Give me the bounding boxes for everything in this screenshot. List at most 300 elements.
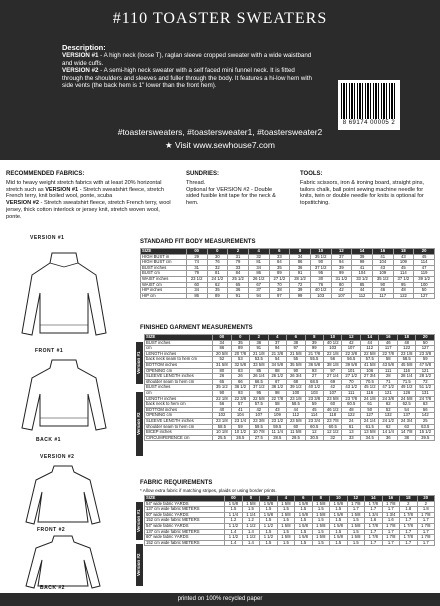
row-label: 60" wide fabric YARDS <box>145 535 225 541</box>
table-cell: 23 3/8 <box>250 418 268 424</box>
table-cell: 41 <box>372 254 393 260</box>
table-cell: 1 3/4 <box>365 512 382 518</box>
table-cell: 1 1/4 <box>225 512 242 518</box>
table-cell: 36 5/8 <box>305 362 323 368</box>
fabric-note: * Allow extra fabric if matching stripes, plaids or using border prints. <box>140 488 277 493</box>
table-cell: 56 <box>324 357 342 363</box>
table-cell: 1 5/8 <box>330 535 347 541</box>
recommended-fabrics <box>6 171 176 221</box>
table-cell: 39 <box>290 288 311 294</box>
table-cell: 42 <box>250 407 268 413</box>
table-cell: 48 <box>342 407 360 413</box>
header-cell: SIZE <box>141 249 187 255</box>
header-band <box>0 0 440 160</box>
table-cell: 1.5 <box>330 529 347 535</box>
front2-illustration <box>18 462 108 526</box>
table-cell: 21 7/8 <box>305 351 323 357</box>
table-cell: 15 1/2 <box>416 430 435 436</box>
table-cell: 112 <box>352 293 373 299</box>
version1-label: VERSION #1 <box>30 235 65 241</box>
table-cell: 68.5 <box>305 379 323 385</box>
row-label: BUST inches <box>141 265 187 271</box>
table-cell: 121 <box>416 368 435 374</box>
table-cell: 90 <box>287 368 305 374</box>
table-cell: 10 1/2 <box>231 430 249 436</box>
table-cell: 25 1/2 <box>228 276 249 282</box>
table-cell: 1.7 <box>382 507 399 513</box>
table-cell: 28 1/2 <box>290 276 311 282</box>
table-cell: 1 1/2 <box>225 535 242 541</box>
row-label: back neck seam to hem cm <box>145 357 213 363</box>
row-label: BUST inches <box>145 340 213 346</box>
table-cell: 1.5 <box>312 540 329 546</box>
table-cell: 35 <box>231 340 249 346</box>
finished-v1-label: Version #1 <box>136 342 143 384</box>
table-cell: 60 <box>324 402 342 408</box>
table-cell: 35 <box>207 288 228 294</box>
table-cell: 33 <box>342 435 360 441</box>
header-cell: 00 <box>213 335 231 341</box>
table-cell: 36 <box>290 265 311 271</box>
table-cell: 1 5/8 <box>242 501 259 507</box>
table-cell: 1 5/8 <box>260 512 277 518</box>
table-cell: 37 <box>268 340 286 346</box>
table-cell: 46 <box>372 288 393 294</box>
table-cell: 1.4 <box>242 540 259 546</box>
table-cell: 55 <box>287 357 305 363</box>
table-cell: 23 7/8 <box>342 396 360 402</box>
table-cell: 31 1/2 <box>331 276 352 282</box>
table-cell: 43 5/8 <box>379 362 397 368</box>
header-cell: SIZE <box>145 496 225 502</box>
table-cell: 35 1/2 <box>372 276 393 282</box>
table-cell: 23 5/8 <box>324 396 342 402</box>
table-cell: 45 1/2 <box>360 385 378 391</box>
table-cell: 56.5 <box>342 357 360 363</box>
table-cell: 61.5 <box>360 424 378 430</box>
table-cell: 1 5/8 <box>295 535 312 541</box>
table-cell: 100 <box>414 282 435 288</box>
table-cell: 1.7 <box>400 518 417 524</box>
header-cell: 12 <box>347 496 364 502</box>
table-cell: 81 <box>207 271 228 277</box>
header-cell: 0 <box>231 335 249 341</box>
table-cell: 28 1/2 <box>416 374 435 380</box>
description-v1 <box>62 52 312 67</box>
table-cell: 1.7 <box>365 529 382 535</box>
table-cell: 35 5/8 <box>287 362 305 368</box>
table-cell: 1.7 <box>417 518 435 524</box>
table-cell: 104 <box>231 413 249 419</box>
table-cell: 1 5/8 <box>347 512 364 518</box>
table-cell: 24 1/2 <box>207 276 228 282</box>
header-cell: 20 <box>417 496 435 502</box>
table-cell: 51 1/2 <box>416 385 435 391</box>
table-cell: 43 <box>268 407 286 413</box>
table-cell: 70 <box>269 282 290 288</box>
table-cell: 39 <box>352 254 373 260</box>
table-cell: 107 <box>331 293 352 299</box>
table-cell: 41 5/8 <box>360 362 378 368</box>
table-cell: 1.7 <box>347 507 364 513</box>
row-label: cm <box>145 346 213 352</box>
table-cell: 1 3/4 <box>382 512 399 518</box>
table-cell: 32 <box>324 435 342 441</box>
table-cell: 99 <box>331 271 352 277</box>
table-cell: 126 <box>397 390 415 396</box>
sundries-optional-text: - Double sided fusible knit tape for the neck & hem. <box>186 186 276 207</box>
table-cell: 11 1/4 <box>268 430 286 436</box>
front1-illustration <box>14 245 114 345</box>
header-cell: 00 <box>225 496 242 502</box>
table-cell: 34 <box>248 265 269 271</box>
website-link[interactable]: ★ Visit www.sewhouse7.com <box>165 140 275 150</box>
table-cell: 40 1/2 <box>310 288 331 294</box>
table-cell: 1.5 <box>312 518 329 524</box>
table-cell: 66.5 <box>250 379 268 385</box>
header-cell: SIZE <box>145 335 213 341</box>
table-cell: 76 <box>207 260 228 266</box>
table-cell: 1 5/8 <box>330 512 347 518</box>
table-cell: 10 7/8 <box>250 430 268 436</box>
table-cell: 22 3/8 <box>342 351 360 357</box>
header-cell: 20 <box>414 249 435 255</box>
table-cell: 83 <box>231 368 249 374</box>
table-cell: 1.5 <box>312 529 329 535</box>
table-cell: 34 <box>186 288 207 294</box>
table-cell: 25 <box>416 418 435 424</box>
table-cell: 1 5/8 <box>260 501 277 507</box>
header-cell: 10 <box>310 249 331 255</box>
table-cell: 52 <box>213 357 231 363</box>
table-cell: 1.5 <box>347 518 364 524</box>
table-cell: 121 <box>379 390 397 396</box>
table-cell: 37 1/2 <box>393 276 414 282</box>
table-cell: 1 7/8 <box>347 501 364 507</box>
v2-text: - A semi-high neck sweater with a self faced mini funnel neck. It is fitted through the shoulders and sleeves and fuller through the body. It features a hi-low hem with side vents (the back hem is 1" lower than the front hem). <box>62 67 312 90</box>
table-cell: 42 <box>342 340 360 346</box>
header-cell: 14 <box>360 335 378 341</box>
table-cell: 58 <box>379 357 397 363</box>
table-cell: 81 <box>248 260 269 266</box>
sundries-heading: SUNDRIES: <box>186 171 220 177</box>
recommended-heading: RECOMMENDED FABRICS: <box>6 171 85 177</box>
table-cell: 23 1/8 <box>397 351 415 357</box>
table-cell: 1.8 <box>400 507 417 513</box>
rec-v1-text: - Stretch sweatshirt fleece, stretch French terry, knit boiled wool, ponte, scuba <box>6 186 164 200</box>
table-cell: 41 <box>231 407 249 413</box>
row-label: LENGTH inches <box>145 396 213 402</box>
table-cell: 1.5 <box>295 529 312 535</box>
back2-label: BACK #2 <box>40 585 65 591</box>
table-cell: 65 <box>213 379 231 385</box>
table-cell: 62 <box>379 424 397 430</box>
table-cell: 60 <box>186 282 207 288</box>
table-cell: 1 1/2 <box>225 523 242 529</box>
tools-text: Fabric scissors, iron & ironing board, straight pins, tailors chalk, ball point sewing machine needle for knits, twin or double needle for knits is optional for topstitching. <box>300 179 425 207</box>
table-cell: 46 <box>379 340 397 346</box>
table-cell: 32 5/8 <box>231 362 249 368</box>
table-cell: 107 <box>342 346 360 352</box>
table-cell: 1 5/8 <box>330 523 347 529</box>
table-cell: 13 <box>342 430 360 436</box>
table-cell: 31 <box>186 265 207 271</box>
table-cell: 1.5 <box>242 507 259 513</box>
rec-v2-text: - Stretch sweatshirt fleece, stretch French terry, wool jersey, thick cotton interlock or jersey knit, stretch woven wool, ponte. <box>6 200 171 220</box>
row-label: shoulder seam to hem cm <box>145 424 213 430</box>
table-cell: 1.5 <box>312 507 329 513</box>
row-label: OPENING cm <box>145 413 213 419</box>
table-cell: 1.8 <box>417 507 435 513</box>
table-cell: 28 <box>379 374 397 380</box>
table-cell: 93 <box>231 390 249 396</box>
table-cell: 62 <box>379 402 397 408</box>
table-cell: 12 <box>305 430 323 436</box>
table-cell: 1 1/2 <box>242 535 259 541</box>
table-cell: 84 <box>228 271 249 277</box>
table-cell: 1.5 <box>330 518 347 524</box>
table-row <box>145 540 435 546</box>
table-cell: 1.7 <box>400 529 417 535</box>
table-cell: 24 1/8 <box>360 396 378 402</box>
table-cell: 25.5 <box>213 435 231 441</box>
table-cell: 1 7/8 <box>365 535 382 541</box>
table-cell: 23 1/2 <box>186 276 207 282</box>
table-cell: 14 1/4 <box>379 430 397 436</box>
table-cell: 114 <box>305 413 323 419</box>
table-cell: 27.5 <box>250 435 268 441</box>
table-cell: 80 <box>213 368 231 374</box>
row-label: BICEP inches <box>145 430 213 436</box>
table-cell: 89 <box>231 346 249 352</box>
table-cell: 23 1/2 <box>268 418 286 424</box>
table-cell: 38 <box>397 435 415 441</box>
table-cell: 68 <box>287 379 305 385</box>
table-cell: 56 <box>416 407 435 413</box>
table-row <box>141 293 435 299</box>
row-label: HIP cm <box>141 293 187 299</box>
table-cell: 109 <box>393 260 414 266</box>
row-label: WAIST cm <box>141 282 187 288</box>
table-cell: 1 5/8 <box>347 523 364 529</box>
table-cell: 48 <box>397 340 415 346</box>
table-cell: 67 <box>248 282 269 288</box>
table-cell: 63.5 <box>416 424 435 430</box>
header-cell: 10 <box>324 335 342 341</box>
table-cell: 1.5 <box>277 507 294 513</box>
table-cell: 1.7 <box>382 540 399 546</box>
table-cell: 59.5 <box>250 424 268 430</box>
table-cell: 26 1/2 <box>248 276 269 282</box>
table-cell: 107 <box>324 390 342 396</box>
table-cell: 24 3/4 <box>397 418 415 424</box>
table-cell: 22 7/8 <box>379 351 397 357</box>
table-cell: 39.5 <box>416 435 435 441</box>
table-cell: 62 <box>207 282 228 288</box>
page-title: #110 TOASTER SWEATERS <box>112 10 328 27</box>
table-cell: 1 1/4 <box>242 512 259 518</box>
table-cell: 39 <box>305 340 323 346</box>
table-cell: 99 <box>352 260 373 266</box>
row-label: 60" wide fabric YARDS <box>145 512 225 518</box>
table-cell: 37 <box>331 254 352 260</box>
table-cell: 23 3/8 <box>305 396 323 402</box>
table-cell: 131 <box>416 390 435 396</box>
table-cell: 29.5 <box>287 435 305 441</box>
header-cell: 6 <box>287 335 305 341</box>
table-cell: 1 7/8 <box>417 523 435 529</box>
table-cell: 1 5/8 <box>277 512 294 518</box>
table-cell: 1.7 <box>382 529 399 535</box>
table-cell: 32 <box>207 265 228 271</box>
table-cell: 34 <box>290 254 311 260</box>
header-cell: 2 <box>250 335 268 341</box>
table-cell: 1.7 <box>365 507 382 513</box>
row-label: SLEEVE LENGTH inches <box>145 374 213 380</box>
row-label: cm <box>145 390 213 396</box>
table-cell: 36 1/2 <box>231 385 249 391</box>
front1-label: FRONT #1 <box>35 348 64 354</box>
table-cell: 1.5 <box>277 518 294 524</box>
table-cell: 91 <box>250 346 268 352</box>
table-cell: 60.5 <box>324 424 342 430</box>
table-cell: 1.5 <box>260 540 277 546</box>
table-cell: 85 <box>250 368 268 374</box>
table-cell: 39 5/8 <box>342 362 360 368</box>
row-label: SLEEVE LENGTH inches <box>145 418 213 424</box>
table-cell: 86 <box>248 271 269 277</box>
table-cell: 89 <box>207 293 228 299</box>
table-cell: 24 1/2 <box>379 418 397 424</box>
table-cell: 23 5/8 <box>287 418 305 424</box>
table-cell: 23 7/8 <box>324 418 342 424</box>
sundries <box>186 171 286 207</box>
table-cell: 44 <box>360 340 378 346</box>
table-cell: 94 <box>248 293 269 299</box>
table-cell: 1 5/8 <box>277 501 294 507</box>
table-cell: 47 1/2 <box>379 385 397 391</box>
table-cell: 1 7/8 <box>400 512 417 518</box>
tools <box>300 171 435 207</box>
table-cell: 100 <box>287 390 305 396</box>
table-cell: 1 1/2 <box>260 535 277 541</box>
table-cell: 1.4 <box>225 540 242 546</box>
table-cell: 1 5/8 <box>225 501 242 507</box>
table-cell: 94 <box>331 260 352 266</box>
table-cell: 1.5 <box>347 540 364 546</box>
table-cell: 1.5 <box>260 507 277 513</box>
table-cell: 31 5/8 <box>213 362 231 368</box>
table-cell: 88 <box>268 368 286 374</box>
table-cell: 86 <box>186 293 207 299</box>
table-cell: 22 5/8 <box>360 351 378 357</box>
table-cell: 23 1/8 <box>287 396 305 402</box>
sundries-optional-label: Optional for VERSION #2 <box>186 186 250 193</box>
table-cell: 36 <box>250 340 268 346</box>
row-label: HIGH BUST cm <box>141 260 187 266</box>
table-cell: 30.5 <box>305 435 323 441</box>
table-cell: 1.5 <box>260 529 277 535</box>
table-cell: 58.5 <box>397 357 415 363</box>
table-cell: 63 <box>416 402 435 408</box>
table-cell: 38 <box>269 288 290 294</box>
table-cell: 85 <box>352 282 373 288</box>
table-cell: 118 <box>324 413 342 419</box>
table-cell: 60.5 <box>305 424 323 430</box>
table-cell: 35 1/2 <box>213 385 231 391</box>
table-cell: 24 7/8 <box>416 396 435 402</box>
table-cell: 37 <box>248 288 269 294</box>
description-v2 <box>62 67 312 89</box>
barcode-number: 8 69174 00005 2 <box>342 120 396 126</box>
table-cell: 47 5/8 <box>416 362 435 368</box>
table-cell: 1 5/8 <box>347 535 364 541</box>
table-cell: 2 <box>417 501 435 507</box>
table-cell: 97 <box>269 293 290 299</box>
table-cell: 67 <box>268 379 286 385</box>
row-label: WAIST inches <box>141 276 187 282</box>
table-cell: 28 1/4 <box>397 374 415 380</box>
header-cell: 0 <box>207 249 228 255</box>
back1-illustration <box>14 356 114 436</box>
table-cell: 40 <box>213 407 231 413</box>
header-cell: 8 <box>312 496 329 502</box>
table-cell: 24 1/4 <box>360 418 378 424</box>
table-cell: 122 <box>342 413 360 419</box>
back2-illustration <box>18 534 108 590</box>
table-cell: 1 5/8 <box>277 535 294 541</box>
header-cell: 00 <box>186 249 207 255</box>
table-cell: 1 1/2 <box>242 523 259 529</box>
table-cell: 22 3/8 <box>231 396 249 402</box>
table-cell: 29 <box>186 254 207 260</box>
row-label: BOTTOM inches <box>145 407 213 413</box>
table-cell: 69 <box>324 379 342 385</box>
table-cell: 34.5 <box>360 435 378 441</box>
table-cell: 50 <box>360 407 378 413</box>
table-cell: 23 3/4 <box>305 418 323 424</box>
table-cell: 33 <box>269 254 290 260</box>
table-cell: 54 <box>397 407 415 413</box>
table-cell: 21 1/8 <box>250 351 268 357</box>
table-cell: 1 7/8 <box>382 523 399 529</box>
row-label: HIP inches <box>141 288 187 294</box>
table-cell: 38 1/2 <box>268 385 286 391</box>
table-cell: 61 <box>360 402 378 408</box>
table-cell: 10 1/8 <box>213 430 231 436</box>
table-cell: 79 <box>228 260 249 266</box>
table-cell: 45 5/8 <box>397 362 415 368</box>
table-cell: 58.5 <box>213 424 231 430</box>
table-cell: 54 <box>268 357 286 363</box>
table-cell: 112 <box>360 346 378 352</box>
table-cell: 1.2 <box>242 518 259 524</box>
table-cell: 1 5/8 <box>295 512 312 518</box>
table-cell: 1 5/8 <box>312 523 329 529</box>
fabric-heading: FABRIC REQUIREMENTS <box>140 480 213 486</box>
table-cell: 37 1/2 <box>250 385 268 391</box>
table-cell: 27 1/4 <box>324 374 342 380</box>
table-cell: 93 <box>305 368 323 374</box>
header-cell: 12 <box>342 335 360 341</box>
table-cell: 86 <box>290 260 311 266</box>
table-cell: 23 1/4 <box>231 418 249 424</box>
table-cell: 24 <box>342 418 360 424</box>
sundries-thread: Thread. <box>186 179 206 186</box>
table-cell: 34 5/8 <box>268 362 286 368</box>
table-cell: 1 7/8 <box>382 535 399 541</box>
table-cell: 103 <box>305 390 323 396</box>
